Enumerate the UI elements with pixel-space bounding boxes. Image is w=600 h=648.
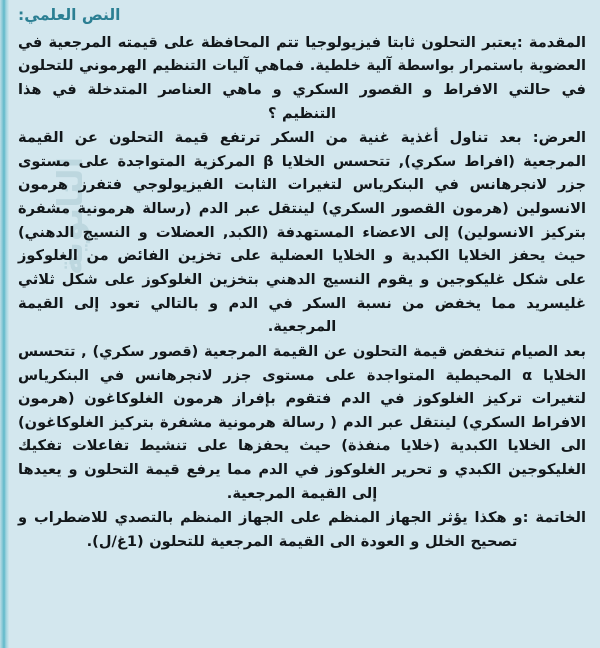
paragraph-fasting: بعد الصيام تنخفض قيمة التحلون عن القيمة المرجعية (قصور سكري) , تتحسس الخلايا α المحيطية المتواجدة على مستوى جزر لانجرهانس في البنكرياس لتغيرات تركيز الغلوكوز في الدم فتقوم بإفراز هرمون الغلوكاغون (هرمون الافراط السكري) لينتقل عبر الدم ( رسالة هرمونية مشفرة بتركيز الغلوكاغون) الى الخلايا الكبدية (خلايا منفذة) حيث يحفزها على تنشيط تفاعلات تفكيك الغليكوجين الكبدي و تحرير الغلوكوز في الدم مما يرفع قيمة التحلون و يعيدها إلى القيمة المرجعية. — [18, 342, 587, 502]
page-watermark: الثانوية — [51, 156, 91, 276]
paragraph-presentation: العرض: بعد تناول أغذية غنية من السكر ترتفع قيمة التحلون عن القيمة المرجعية (افراط سكري), تتحسس الخلايا β المركزية المتواجدة على مستوى جزر لانجرهانس في البنكرياس لتغيرات الثابت الفيزيولوجي فتفرز هرمون الانسولين (هرمون القصور السكري) لينتقل عبر الدم (رسالة هرمونية مشفرة بتركيز الانسولين) إلى الاعضاء المستهدفة (الكبد, العضلات و النسيج الدهني) حيث يحفز الخلايا الكبدية و الخلايا العضلية على تخزين الفائض من الغلوكوز على شكل غليكوجين و يقوم النسيج الدهني بتخزين الغلوكوز على شكل ثلاثي غليسريد مما يخفض من نسبة السكر في الدم و بالتالي تعود إلى القيمة المرجعية. — [18, 129, 586, 336]
page-title: النص العلمي: — [18, 6, 121, 24]
document-body — [14, 31, 590, 554]
paragraph-introduction: المقدمة :يعتبر التحلون ثابتا فيزيولوجيا تتم المحافظة على قيمته المرجعية في العضوية باستمرار بواسطة آلية خلطية. فماهي آليات التنظيم الهرموني للتحلون في حالتي الافراط و القصور السكري و ماهي العناصر المتدخلة في هذا التنظيم ؟ — [18, 33, 586, 122]
paragraph-conclusion: الخاتمة :و هكذا يؤثر الجهاز المنظم على الجهاز المنظم بالتصدي للاضطراب و تصحيح الخلل و العودة الى القيمة المرجعية للتحلون (1غ/ل). — [18, 509, 586, 551]
